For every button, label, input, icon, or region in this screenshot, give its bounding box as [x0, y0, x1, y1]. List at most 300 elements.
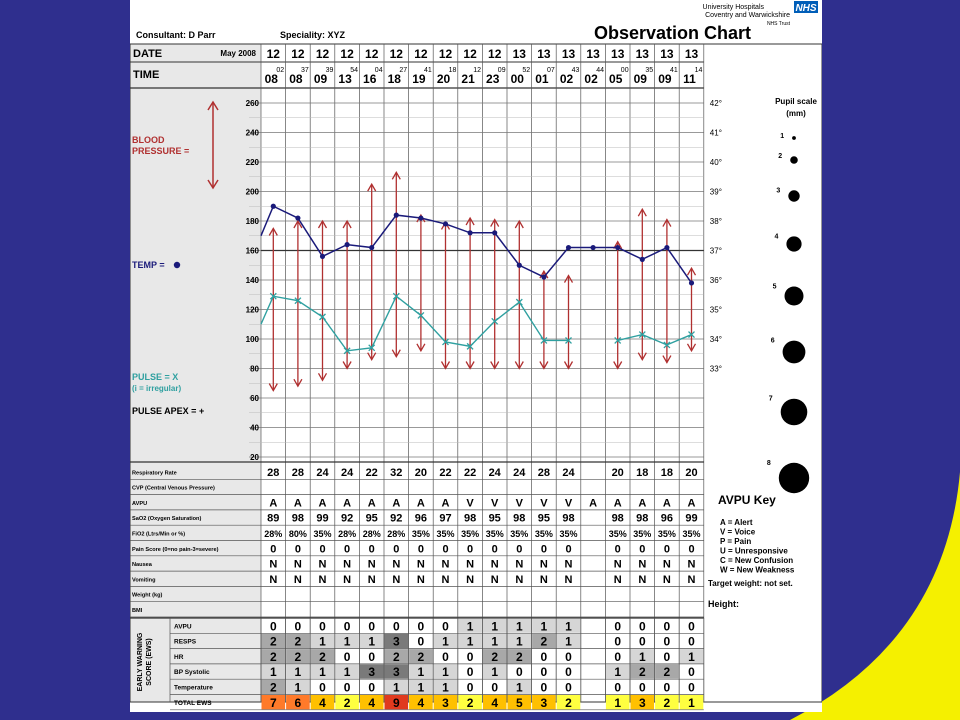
- row-value: N: [539, 558, 548, 571]
- pupil-size-label: 1: [780, 133, 785, 141]
- ews-value: 2: [269, 649, 277, 664]
- ews-value: 1: [515, 680, 523, 695]
- row-value: 98: [562, 512, 575, 525]
- y-tick-label: 160: [245, 246, 259, 256]
- date-cell: 12: [365, 47, 379, 61]
- row-label: AVPU: [132, 500, 148, 507]
- hospital-name-line2: Coventry and Warwickshire: [705, 12, 790, 19]
- ews-row-label: Temperature: [174, 684, 213, 692]
- ews-value: 0: [688, 665, 695, 680]
- ews-value: 1: [638, 649, 646, 664]
- ews-value: 0: [368, 680, 376, 695]
- ews-value: 2: [565, 695, 572, 710]
- row-value: N: [687, 573, 696, 586]
- row-value: A: [613, 497, 622, 510]
- ews-value: 0: [466, 665, 474, 680]
- row-value: 80%: [288, 529, 307, 539]
- bp-mark: [614, 242, 622, 369]
- date-cell: 13: [611, 47, 625, 61]
- row-value: 32: [390, 466, 403, 479]
- date-label: DATE: [133, 48, 163, 60]
- ews-value: 0: [491, 680, 499, 695]
- ews-row-label: RESPS: [174, 638, 197, 646]
- height-label: Height:: [708, 599, 739, 609]
- ews-value: 1: [368, 634, 376, 649]
- temp-tick-label: 39°: [709, 187, 722, 197]
- ews-value: 2: [319, 649, 326, 664]
- pupil-size-dot: [786, 236, 801, 251]
- ews-value: 1: [269, 665, 277, 680]
- pupil-size-label: 2: [778, 153, 783, 161]
- ews-value: 1: [294, 680, 302, 695]
- y-tick-label: 40: [250, 423, 259, 433]
- ews-value: 4: [368, 695, 376, 710]
- time-hours: 09: [633, 72, 647, 86]
- date-cell: 12: [438, 47, 453, 61]
- date-cell: 13: [512, 47, 526, 61]
- row-value: 99: [685, 512, 698, 525]
- ews-value: 1: [614, 695, 622, 710]
- ews-value: 0: [614, 634, 622, 649]
- speciality-label: Speciality: XYZ: [280, 30, 346, 40]
- y-tick-label: 260: [245, 99, 259, 108]
- row-value: N: [466, 558, 475, 571]
- ews-value: 2: [392, 649, 400, 664]
- ews-value: 0: [540, 649, 548, 664]
- time-hours: 21: [461, 72, 475, 86]
- time-hours: 16: [363, 72, 377, 86]
- time-minutes: 02: [276, 67, 285, 74]
- pupil-scale-unit: (mm): [786, 109, 806, 118]
- row-value: 0: [319, 543, 326, 556]
- time-hours: 00: [510, 72, 524, 86]
- ews-value: 1: [688, 649, 695, 664]
- ews-row-label: HR: [174, 653, 184, 661]
- pulse-label-line1: PULSE = X: [132, 372, 179, 382]
- ews-section-label-line1: EARLY WARNING: [137, 632, 144, 692]
- ews-value: 0: [688, 634, 695, 649]
- ews-value: 3: [392, 634, 400, 649]
- row-value: N: [564, 558, 573, 571]
- time-minutes: 41: [424, 67, 432, 74]
- ews-value: 0: [466, 680, 474, 695]
- ews-value: 0: [663, 680, 671, 695]
- time-hours: 08: [289, 72, 303, 86]
- ews-value: 0: [319, 680, 326, 695]
- row-value: N: [466, 573, 475, 586]
- row-value: 0: [663, 543, 670, 556]
- time-hours: 11: [683, 72, 696, 86]
- pupil-size-label: 7: [768, 395, 773, 403]
- ews-value: 0: [614, 680, 622, 695]
- row-value: 24: [513, 466, 526, 479]
- row-value: 0: [491, 543, 498, 556]
- time-hours: 05: [609, 72, 623, 86]
- row-value: 96: [660, 512, 674, 525]
- time-hours: 09: [658, 72, 672, 86]
- row-value: 28: [537, 466, 551, 479]
- temperature-point: [689, 280, 694, 285]
- ews-value: 0: [688, 680, 695, 695]
- row-value: 35%: [436, 529, 455, 539]
- ews-value: 0: [540, 665, 548, 680]
- ews-value: 1: [466, 634, 474, 649]
- row-value: 24: [488, 466, 501, 479]
- ews-value: 1: [688, 695, 695, 710]
- temperature-series: [261, 204, 694, 286]
- temp-tick-label: 36°: [709, 276, 722, 285]
- y-tick-label: 140: [245, 276, 259, 285]
- time-hours: 18: [387, 72, 401, 86]
- time-minutes: 18: [448, 67, 457, 74]
- row-value: N: [613, 573, 622, 586]
- ews-value: 1: [515, 634, 523, 649]
- bp-mark: [392, 172, 400, 356]
- ews-value: 1: [565, 634, 572, 649]
- row-value: N: [662, 558, 671, 571]
- ews-value: 2: [540, 634, 548, 649]
- ews-value: 1: [392, 680, 400, 695]
- time-minutes: 35: [645, 67, 654, 74]
- avpu-key-item: V = Voice: [720, 527, 756, 537]
- ews-value: 7: [269, 695, 277, 710]
- row-value: N: [515, 573, 524, 586]
- row-value: 18: [636, 466, 649, 479]
- temperature-point: [566, 245, 571, 250]
- temp-tick-label: 33°: [709, 364, 722, 374]
- temp-tick-label: 41°: [709, 128, 722, 138]
- ews-value: 0: [515, 665, 523, 680]
- row-value: 35%: [485, 529, 504, 539]
- row-label: Respiratory Rate: [132, 470, 177, 477]
- time-minutes: 37: [301, 67, 309, 74]
- row-value: 0: [393, 543, 400, 556]
- ews-value: 0: [466, 649, 474, 664]
- ews-value: 2: [417, 649, 425, 664]
- bp-label-line1: BLOOD: [132, 135, 165, 145]
- row-value: N: [662, 573, 671, 586]
- row-value: 98: [291, 512, 305, 525]
- time-minutes: 27: [399, 67, 408, 74]
- row-value: 96: [414, 512, 428, 525]
- row-value: 0: [540, 543, 547, 556]
- row-value: 28%: [387, 529, 406, 539]
- chart-title: Observation Chart: [594, 23, 752, 43]
- date-cell: 13: [660, 47, 674, 61]
- row-value: N: [343, 558, 352, 571]
- temp-tick-label: 37°: [709, 246, 722, 256]
- row-value: A: [269, 497, 278, 510]
- y-tick-label: 120: [245, 305, 259, 315]
- row-value: 35%: [633, 529, 652, 539]
- pupil-size-dot: [790, 156, 798, 164]
- ews-row-label: TOTAL EWS: [174, 699, 212, 707]
- row-value: 92: [390, 512, 403, 525]
- pupil-size-dot: [785, 287, 804, 306]
- ews-value: 1: [417, 665, 425, 680]
- row-value: N: [269, 573, 278, 586]
- time-hours: 19: [412, 72, 426, 86]
- ews-value: 1: [343, 634, 351, 649]
- row-value: A: [687, 497, 696, 510]
- ews-value: 0: [663, 649, 671, 664]
- ews-value: 0: [343, 649, 351, 664]
- row-value: 35%: [534, 529, 553, 539]
- ews-value: 0: [688, 619, 695, 634]
- ews-value: 3: [638, 695, 646, 710]
- row-value: A: [367, 497, 376, 510]
- avpu-key-item: U = Unresponsive: [720, 546, 788, 556]
- row-value: 97: [439, 512, 452, 525]
- pupil-size-dot: [792, 136, 796, 140]
- row-value: N: [293, 558, 302, 571]
- time-minutes: 04: [374, 67, 383, 74]
- row-value: 0: [516, 543, 523, 556]
- ews-value: 1: [565, 619, 572, 634]
- ews-value: 0: [565, 649, 572, 664]
- row-value: N: [318, 573, 327, 586]
- ews-value: 1: [294, 665, 302, 680]
- ews-value: 0: [294, 619, 302, 634]
- ews-value: 0: [565, 665, 572, 680]
- date-cell: 13: [537, 47, 551, 61]
- row-value: 35%: [608, 529, 627, 539]
- ews-value: 3: [442, 695, 449, 710]
- row-value: 0: [294, 543, 301, 556]
- row-value: N: [318, 558, 327, 571]
- temperature-point: [394, 213, 399, 218]
- row-value: A: [416, 497, 425, 510]
- row-value: N: [416, 573, 425, 586]
- date-month: May 2008: [220, 49, 256, 58]
- row-value: 20: [611, 466, 624, 479]
- temp-legend-dot: [174, 262, 180, 268]
- row-label: Vomiting: [132, 577, 156, 584]
- row-value: 18: [660, 466, 674, 479]
- temperature-point: [492, 230, 497, 235]
- row-value: N: [613, 558, 622, 571]
- ews-value: 2: [294, 649, 302, 664]
- ews-value: 0: [540, 680, 548, 695]
- row-value: N: [269, 558, 278, 571]
- temp-tick-label: 38°: [709, 217, 722, 226]
- ews-value: 6: [294, 695, 302, 710]
- date-cell: 13: [586, 47, 600, 61]
- row-value: 92: [340, 512, 354, 525]
- y-tick-label: 60: [250, 394, 259, 403]
- pupil-size-dot: [781, 399, 808, 426]
- pulse-label-line2: (i = irregular): [132, 384, 182, 393]
- ews-value: 0: [614, 649, 622, 664]
- pupil-size-dot: [783, 341, 806, 364]
- row-value: N: [539, 573, 548, 586]
- row-value: 20: [685, 466, 698, 479]
- temperature-point: [640, 257, 645, 262]
- row-value: V: [564, 497, 573, 510]
- temperature-point: [320, 254, 325, 259]
- row-value: N: [564, 573, 573, 586]
- row-value: N: [638, 573, 647, 586]
- row-value: 0: [344, 543, 351, 556]
- row-value: V: [491, 497, 499, 510]
- row-value: 28%: [338, 529, 357, 539]
- ews-value: 2: [269, 680, 277, 695]
- ews-row-label: AVPU: [174, 623, 192, 631]
- ews-value: 0: [392, 619, 400, 634]
- time-minutes: 39: [325, 67, 334, 74]
- row-value: 20: [414, 466, 428, 479]
- ews-value: 0: [417, 619, 425, 634]
- avpu-key-item: W = New Weakness: [720, 565, 795, 575]
- bp-mark: [491, 220, 499, 369]
- time-hours: 20: [436, 72, 451, 86]
- temperature-point: [517, 263, 522, 268]
- ews-value: 0: [663, 634, 671, 649]
- row-value: 0: [565, 543, 572, 556]
- ews-value: 4: [491, 695, 499, 710]
- row-value: 98: [611, 512, 624, 525]
- row-value: N: [441, 573, 450, 586]
- row-label: Nausea: [132, 562, 152, 569]
- ews-value: 0: [442, 649, 449, 664]
- row-label: Pain Score (0=no pain-3=severe): [132, 546, 219, 553]
- bp-mark: [565, 276, 573, 369]
- ews-value: 2: [294, 634, 302, 649]
- row-label: SaO2 (Oxygen Saturation): [132, 516, 202, 523]
- ews-value: 2: [663, 665, 671, 680]
- y-tick-label: 80: [250, 364, 259, 374]
- row-value: A: [441, 497, 450, 510]
- row-value: 35%: [411, 529, 430, 539]
- row-value: 22: [365, 466, 378, 479]
- time-minutes: 54: [350, 67, 358, 74]
- row-value: 0: [442, 543, 449, 556]
- ews-value: 1: [442, 634, 449, 649]
- avpu-key-item: C = New Confusion: [720, 556, 794, 565]
- temperature-line: [261, 206, 692, 283]
- row-value: V: [466, 497, 474, 510]
- chart-axes: [246, 99, 722, 462]
- row-value: N: [687, 558, 696, 571]
- time-hours: 08: [264, 72, 278, 86]
- ews-value: 2: [491, 649, 499, 664]
- target-weight: Target weight: not set.: [708, 579, 793, 588]
- y-tick-label: 220: [245, 158, 259, 167]
- ews-value: 2: [466, 695, 474, 710]
- ews-value: 1: [515, 619, 523, 634]
- time-minutes: 00: [620, 67, 629, 74]
- ews-value: 1: [417, 680, 425, 695]
- temp-tick-label: 40°: [709, 158, 722, 167]
- row-value: 35%: [313, 529, 332, 539]
- date-cell: 13: [684, 47, 699, 61]
- date-cell: 12: [291, 47, 305, 61]
- row-value: N: [515, 558, 524, 571]
- time-hours: 23: [486, 72, 500, 86]
- time-label: TIME: [133, 69, 160, 81]
- pupil-scale: [767, 97, 818, 493]
- temp-tick-label: 42°: [709, 99, 722, 108]
- pupil-size-label: 6: [770, 337, 775, 345]
- pupil-size-dot: [788, 190, 799, 201]
- row-value: N: [392, 573, 401, 586]
- ews-value: 1: [319, 634, 326, 649]
- ews-value: 0: [368, 619, 376, 634]
- pupil-size-dot: [779, 463, 809, 493]
- date-cell: 12: [414, 47, 428, 61]
- ews-value: 1: [540, 619, 548, 634]
- temperature-point: [295, 215, 300, 220]
- row-value: 35%: [682, 529, 701, 539]
- date-cell: 13: [561, 47, 576, 61]
- temperature-point: [345, 242, 350, 247]
- row-value: N: [367, 558, 376, 571]
- row-value: 35%: [559, 529, 578, 539]
- row-value: N: [367, 573, 376, 586]
- row-value: 24: [562, 466, 575, 479]
- bp-mark: [417, 215, 425, 351]
- ews-value: 0: [663, 619, 671, 634]
- row-value: 28%: [362, 529, 381, 539]
- bp-mark: [442, 222, 450, 368]
- row-value: 98: [513, 512, 526, 525]
- row-label: Weight (kg): [132, 592, 163, 599]
- temp-tick-label: 35°: [709, 305, 722, 315]
- ews-value: 1: [343, 665, 351, 680]
- ews-value: 0: [368, 649, 376, 664]
- ews-value: 2: [269, 634, 277, 649]
- row-value: A: [318, 497, 327, 510]
- ews-value: 5: [515, 695, 523, 710]
- row-value: 28: [291, 466, 305, 479]
- ews-value: 2: [638, 665, 646, 680]
- row-value: N: [638, 558, 647, 571]
- row-value: A: [343, 497, 352, 510]
- row-value: N: [441, 558, 450, 571]
- time-minutes: 44: [596, 67, 604, 74]
- y-tick-label: 200: [245, 187, 259, 197]
- ews-value: 3: [368, 665, 376, 680]
- ews-value: 0: [442, 619, 449, 634]
- row-value: N: [343, 573, 352, 586]
- row-value: 35%: [510, 529, 529, 539]
- date-time-header: [265, 47, 703, 86]
- row-value: 28%: [264, 529, 283, 539]
- pupil-size-label: 5: [772, 283, 777, 291]
- time-hours: 13: [338, 72, 352, 86]
- ews-value: 2: [663, 695, 671, 710]
- ews-value: 1: [491, 634, 499, 649]
- time-minutes: 41: [670, 67, 678, 74]
- ews-row-label: BP Systolic: [174, 669, 210, 677]
- ews-value: 0: [343, 619, 351, 634]
- ews-value: 1: [442, 680, 449, 695]
- bp-mark: [319, 221, 327, 380]
- row-label: CVP (Central Venous Pressure): [132, 485, 215, 492]
- observation-chart: [130, 0, 822, 712]
- ews-value: 3: [392, 665, 400, 680]
- time-hours: 02: [559, 72, 574, 86]
- pupil-size-label: 8: [766, 459, 771, 467]
- row-value: N: [293, 573, 302, 586]
- row-value: 98: [636, 512, 649, 525]
- y-tick-label: 100: [245, 335, 259, 344]
- bp-mark: [663, 220, 671, 363]
- pupil-size-label: 3: [776, 187, 781, 195]
- row-value: 0: [467, 543, 474, 556]
- ews-value: 4: [417, 695, 425, 710]
- ews-value: 0: [565, 680, 572, 695]
